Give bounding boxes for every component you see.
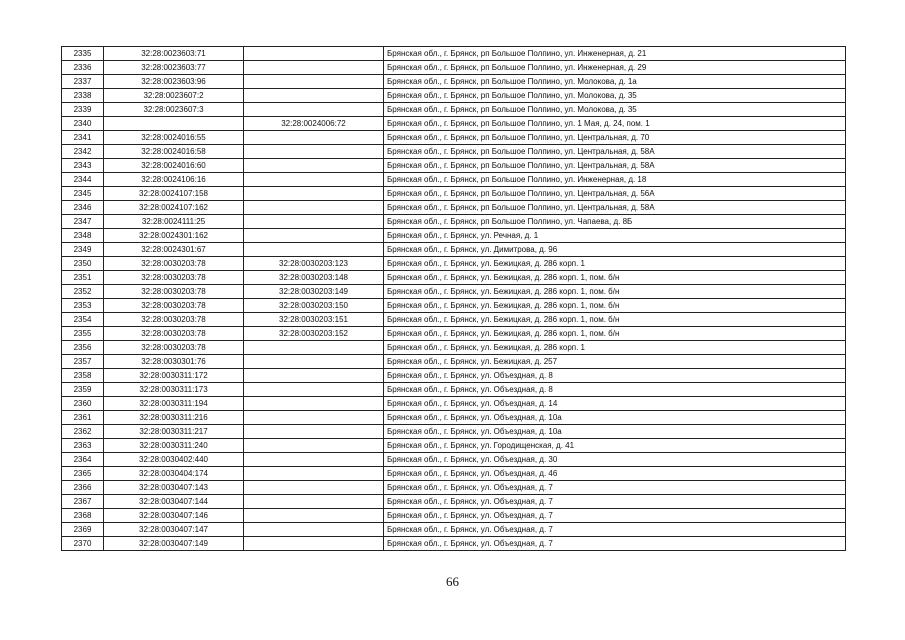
- cadastral-number-cell: 32:28:0030203:78: [104, 271, 244, 285]
- sub-cadastral-number-cell: [244, 201, 384, 215]
- table-row: [62, 481, 846, 495]
- table-row: [62, 215, 846, 229]
- address-cell: Брянская обл., г. Брянск, рп Большое Полпино, ул. Молокова, д. 35: [384, 103, 846, 117]
- row-number-cell: 2343: [62, 159, 104, 173]
- sub-cadastral-number-cell: [244, 341, 384, 355]
- address-cell: Брянская обл., г. Брянск, ул. Бежицкая, д. 286 корп. 1, пом. б/н: [384, 313, 846, 327]
- cadastral-number-cell: 32:28:0023607:2: [104, 89, 244, 103]
- cadastral-number-cell: 32:28:0024107:158: [104, 187, 244, 201]
- cadastral-number-cell: 32:28:0024111:25: [104, 215, 244, 229]
- sub-cadastral-number-cell: [244, 383, 384, 397]
- table-row: [62, 467, 846, 481]
- sub-cadastral-number-cell: [244, 411, 384, 425]
- row-number-cell: 2361: [62, 411, 104, 425]
- table-row: [62, 173, 846, 187]
- table-row: [62, 257, 846, 271]
- table-row: [62, 159, 846, 173]
- cadastral-number-cell: 32:28:0024016:58: [104, 145, 244, 159]
- table-row: [62, 145, 846, 159]
- address-cell: Брянская обл., г. Брянск, ул. Бежицкая, д. 286 корп. 1, пом. б/н: [384, 271, 846, 285]
- row-number-cell: 2349: [62, 243, 104, 257]
- sub-cadastral-number-cell: [244, 75, 384, 89]
- address-cell: Брянская обл., г. Брянск, ул. Объездная, д. 30: [384, 453, 846, 467]
- address-cell: Брянская обл., г. Брянск, ул. Бежицкая, д. 286 корп. 1: [384, 257, 846, 271]
- row-number-cell: 2362: [62, 425, 104, 439]
- table-row: [62, 369, 846, 383]
- table-row: [62, 131, 846, 145]
- row-number-cell: 2348: [62, 229, 104, 243]
- row-number-cell: 2363: [62, 439, 104, 453]
- row-number-cell: 2336: [62, 61, 104, 75]
- table-row: [62, 75, 846, 89]
- address-cell: Брянская обл., г. Брянск, ул. Объездная, д. 8: [384, 369, 846, 383]
- address-cell: Брянская обл., г. Брянск, рп Большое Полпино, ул. Инженерная, д. 21: [384, 47, 846, 61]
- sub-cadastral-number-cell: [244, 215, 384, 229]
- row-number-cell: 2347: [62, 215, 104, 229]
- row-number-cell: 2350: [62, 257, 104, 271]
- address-cell: Брянская обл., г. Брянск, ул. Бежицкая, д. 286 корп. 1: [384, 341, 846, 355]
- sub-cadastral-number-cell: 32:28:0030203:148: [244, 271, 384, 285]
- cadastral-number-cell: 32:28:0030407:149: [104, 537, 244, 551]
- table-row: [62, 271, 846, 285]
- address-cell: Брянская обл., г. Брянск, ул. Городищенская, д. 41: [384, 439, 846, 453]
- cadastral-number-cell: 32:28:0030407:144: [104, 495, 244, 509]
- sub-cadastral-number-cell: [244, 467, 384, 481]
- sub-cadastral-number-cell: [244, 229, 384, 243]
- cadastral-number-cell: 32:28:0024301:67: [104, 243, 244, 257]
- address-cell: Брянская обл., г. Брянск, ул. Объездная, д. 7: [384, 523, 846, 537]
- address-cell: Брянская обл., г. Брянск, ул. Объездная, д. 7: [384, 509, 846, 523]
- sub-cadastral-number-cell: [244, 173, 384, 187]
- table-row: [62, 425, 846, 439]
- cadastral-number-cell: 32:28:0030311:172: [104, 369, 244, 383]
- address-cell: Брянская обл., г. Брянск, ул. Объездная, д. 14: [384, 397, 846, 411]
- cadastral-number-cell: 32:28:0030203:78: [104, 285, 244, 299]
- table-row: [62, 103, 846, 117]
- address-cell: Брянская обл., г. Брянск, рп Большое Полпино, ул. Молокова, д. 1а: [384, 75, 846, 89]
- row-number-cell: 2367: [62, 495, 104, 509]
- address-cell: Брянская обл., г. Брянск, рп Большое Полпино, ул. Центральная, д. 58А: [384, 145, 846, 159]
- cadastral-number-cell: 32:28:0030407:146: [104, 509, 244, 523]
- sub-cadastral-number-cell: [244, 89, 384, 103]
- sub-cadastral-number-cell: [244, 425, 384, 439]
- cadastral-number-cell: 32:28:0030311:240: [104, 439, 244, 453]
- table-row: [62, 411, 846, 425]
- table-row: [62, 229, 846, 243]
- address-cell: Брянская обл., г. Брянск, ул. Объездная, д. 7: [384, 537, 846, 551]
- cadastral-number-cell: 32:28:0030402:440: [104, 453, 244, 467]
- row-number-cell: 2346: [62, 201, 104, 215]
- row-number-cell: 2345: [62, 187, 104, 201]
- row-number-cell: 2340: [62, 117, 104, 131]
- address-cell: Брянская обл., г. Брянск, ул. Объездная, д. 10а: [384, 425, 846, 439]
- sub-cadastral-number-cell: [244, 537, 384, 551]
- row-number-cell: 2370: [62, 537, 104, 551]
- table-row: [62, 495, 846, 509]
- table-row: [62, 285, 846, 299]
- sub-cadastral-number-cell: [244, 47, 384, 61]
- table-row: [62, 523, 846, 537]
- cadastral-number-cell: 32:28:0030407:143: [104, 481, 244, 495]
- address-cell: Брянская обл., г. Брянск, рп Большое Полпино, ул. Чапаева, д. 8Б: [384, 215, 846, 229]
- row-number-cell: 2337: [62, 75, 104, 89]
- cadastral-number-cell: 32:28:0030203:78: [104, 313, 244, 327]
- address-cell: Брянская обл., г. Брянск, рп Большое Полпино, ул. Молокова, д. 35: [384, 89, 846, 103]
- address-cell: Брянская обл., г. Брянск, ул. Объездная, д. 8: [384, 383, 846, 397]
- address-cell: Брянская обл., г. Брянск, ул. Бежицкая, д. 286 корп. 1, пом. б/н: [384, 285, 846, 299]
- cadastral-number-cell: 32:28:0030311:217: [104, 425, 244, 439]
- cadastral-number-cell: 32:28:0030404:174: [104, 467, 244, 481]
- address-cell: Брянская обл., г. Брянск, рп Большое Полпино, ул. Центральная, д. 58А: [384, 201, 846, 215]
- sub-cadastral-number-cell: [244, 397, 384, 411]
- sub-cadastral-number-cell: [244, 453, 384, 467]
- address-cell: Брянская обл., г. Брянск, рп Большое Полпино, ул. Центральная, д. 70: [384, 131, 846, 145]
- sub-cadastral-number-cell: [244, 439, 384, 453]
- sub-cadastral-number-cell: [244, 103, 384, 117]
- cadastral-number-cell: 32:28:0030311:216: [104, 411, 244, 425]
- document-table-container: [61, 46, 845, 551]
- cadastral-number-cell: 32:28:0030407:147: [104, 523, 244, 537]
- cadastral-number-cell: 32:28:0024301:162: [104, 229, 244, 243]
- row-number-cell: 2355: [62, 327, 104, 341]
- cadastral-number-cell: 32:28:0030203:78: [104, 341, 244, 355]
- row-number-cell: 2360: [62, 397, 104, 411]
- address-cell: Брянская обл., г. Брянск, рп Большое Полпино, ул. Инженерная, д. 18: [384, 173, 846, 187]
- sub-cadastral-number-cell: 32:28:0030203:151: [244, 313, 384, 327]
- address-cell: Брянская обл., г. Брянск, ул. Бежицкая, д. 257: [384, 355, 846, 369]
- address-cell: Брянская обл., г. Брянск, ул. Объездная, д. 10а: [384, 411, 846, 425]
- cadastral-number-cell: [104, 117, 244, 131]
- cadastral-number-cell: 32:28:0030203:78: [104, 257, 244, 271]
- address-cell: Брянская обл., г. Брянск, ул. Объездная, д. 46: [384, 467, 846, 481]
- sub-cadastral-number-cell: [244, 131, 384, 145]
- row-number-cell: 2341: [62, 131, 104, 145]
- address-cell: Брянская обл., г. Брянск, рп Большое Полпино, ул. Инженерная, д. 29: [384, 61, 846, 75]
- row-number-cell: 2354: [62, 313, 104, 327]
- row-number-cell: 2352: [62, 285, 104, 299]
- address-cell: Брянская обл., г. Брянск, ул. Объездная, д. 7: [384, 481, 846, 495]
- row-number-cell: 2356: [62, 341, 104, 355]
- row-number-cell: 2344: [62, 173, 104, 187]
- address-cell: Брянская обл., г. Брянск, ул. Димитрова, д. 96: [384, 243, 846, 257]
- sub-cadastral-number-cell: [244, 159, 384, 173]
- sub-cadastral-number-cell: [244, 61, 384, 75]
- cadastral-number-cell: 32:28:0023603:77: [104, 61, 244, 75]
- sub-cadastral-number-cell: 32:28:0030203:150: [244, 299, 384, 313]
- table-row: [62, 453, 846, 467]
- table-row: [62, 243, 846, 257]
- address-cell: Брянская обл., г. Брянск, ул. Бежицкая, д. 286 корп. 1, пом. б/н: [384, 299, 846, 313]
- row-number-cell: 2338: [62, 89, 104, 103]
- sub-cadastral-number-cell: [244, 495, 384, 509]
- row-number-cell: 2342: [62, 145, 104, 159]
- row-number-cell: 2358: [62, 369, 104, 383]
- table-row: [62, 299, 846, 313]
- cadastral-number-cell: 32:28:0023603:71: [104, 47, 244, 61]
- row-number-cell: 2351: [62, 271, 104, 285]
- table-row: [62, 439, 846, 453]
- sub-cadastral-number-cell: [244, 243, 384, 257]
- address-cell: Брянская обл., г. Брянск, ул. Речная, д. 1: [384, 229, 846, 243]
- cadastral-number-cell: 32:28:0030203:78: [104, 327, 244, 341]
- address-cell: Брянская обл., г. Брянск, рп Большое Полпино, ул. Центральная, д. 56А: [384, 187, 846, 201]
- table-row: [62, 341, 846, 355]
- cadastral-number-cell: 32:28:0030301:76: [104, 355, 244, 369]
- cadastral-number-cell: 32:28:0030203:78: [104, 299, 244, 313]
- row-number-cell: 2359: [62, 383, 104, 397]
- sub-cadastral-number-cell: [244, 355, 384, 369]
- table-row: [62, 313, 846, 327]
- cadastral-number-cell: 32:28:0024107:162: [104, 201, 244, 215]
- cadastral-number-cell: 32:28:0023603:96: [104, 75, 244, 89]
- row-number-cell: 2339: [62, 103, 104, 117]
- table-row: [62, 117, 846, 131]
- sub-cadastral-number-cell: [244, 187, 384, 201]
- table-row: [62, 61, 846, 75]
- cadastral-number-cell: 32:28:0023607:3: [104, 103, 244, 117]
- address-cell: Брянская обл., г. Брянск, ул. Объездная, д. 7: [384, 495, 846, 509]
- table-row: [62, 327, 846, 341]
- table-row: [62, 383, 846, 397]
- sub-cadastral-number-cell: [244, 369, 384, 383]
- table-row: [62, 355, 846, 369]
- cadastral-number-cell: 32:28:0030311:173: [104, 383, 244, 397]
- table-row: [62, 397, 846, 411]
- cadastral-number-cell: 32:28:0030311:194: [104, 397, 244, 411]
- row-number-cell: 2364: [62, 453, 104, 467]
- table-body: [62, 47, 846, 551]
- cadastral-number-cell: 32:28:0024106:16: [104, 173, 244, 187]
- property-table: [61, 46, 846, 551]
- table-row: [62, 509, 846, 523]
- table-row: [62, 187, 846, 201]
- sub-cadastral-number-cell: [244, 509, 384, 523]
- table-row: [62, 89, 846, 103]
- address-cell: Брянская обл., г. Брянск, рп Большое Полпино, ул. Центральная, д. 58А: [384, 159, 846, 173]
- table-row: [62, 201, 846, 215]
- cadastral-number-cell: 32:28:0024016:55: [104, 131, 244, 145]
- sub-cadastral-number-cell: 32:28:0030203:152: [244, 327, 384, 341]
- sub-cadastral-number-cell: [244, 145, 384, 159]
- address-cell: Брянская обл., г. Брянск, ул. Бежицкая, д. 286 корп. 1, пом. б/н: [384, 327, 846, 341]
- row-number-cell: 2369: [62, 523, 104, 537]
- page-number: 66: [446, 574, 459, 589]
- cadastral-number-cell: 32:28:0024016:60: [104, 159, 244, 173]
- sub-cadastral-number-cell: 32:28:0024006:72: [244, 117, 384, 131]
- table-row: [62, 47, 846, 61]
- sub-cadastral-number-cell: [244, 523, 384, 537]
- row-number-cell: 2368: [62, 509, 104, 523]
- sub-cadastral-number-cell: 32:28:0030203:123: [244, 257, 384, 271]
- row-number-cell: 2353: [62, 299, 104, 313]
- row-number-cell: 2366: [62, 481, 104, 495]
- sub-cadastral-number-cell: [244, 481, 384, 495]
- address-cell: Брянская обл., г. Брянск, рп Большое Полпино, ул. 1 Мая, д. 24, пом. 1: [384, 117, 846, 131]
- row-number-cell: 2335: [62, 47, 104, 61]
- row-number-cell: 2365: [62, 467, 104, 481]
- table-row: [62, 537, 846, 551]
- row-number-cell: 2357: [62, 355, 104, 369]
- sub-cadastral-number-cell: 32:28:0030203:149: [244, 285, 384, 299]
